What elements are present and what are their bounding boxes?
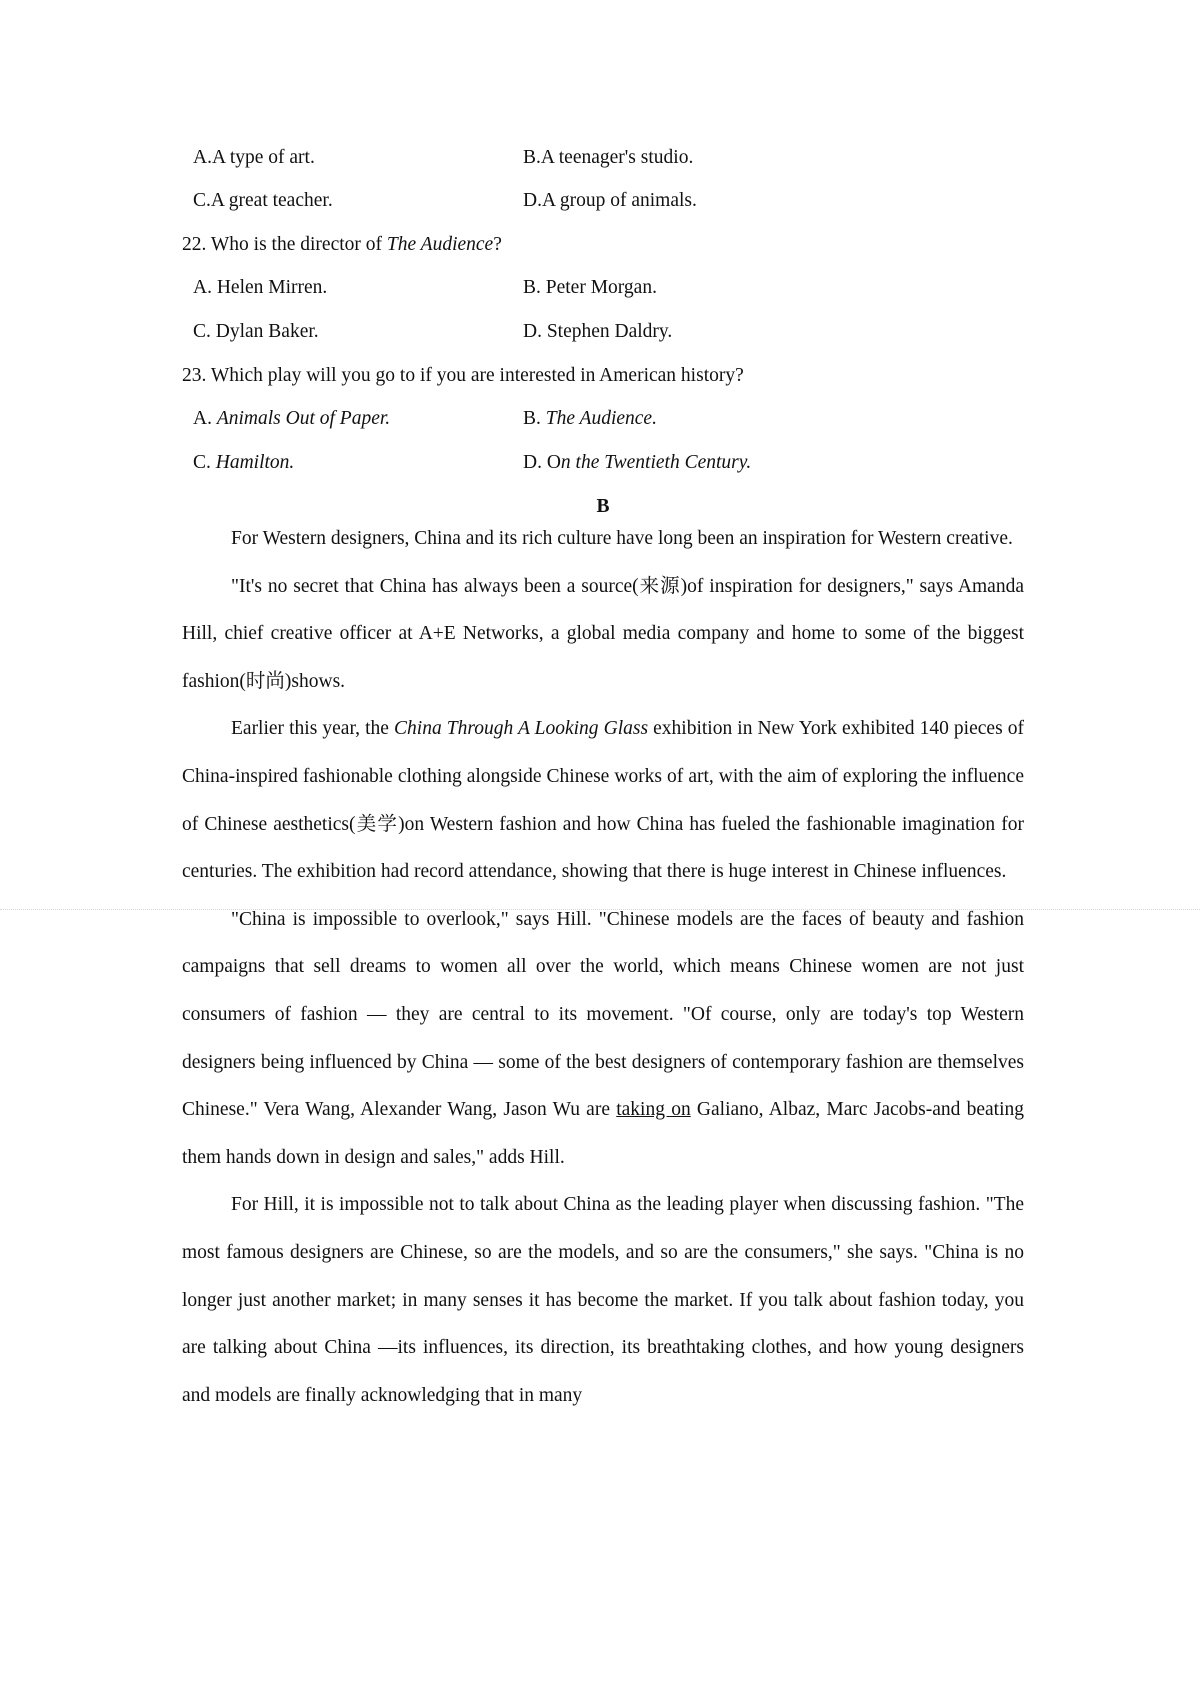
q23-option-a-letter: A. <box>193 408 217 429</box>
q23-option-c-letter: C. <box>193 452 216 473</box>
q23-option-a <box>193 407 390 431</box>
passage-p3-after: exhibition in New York exhibited 140 pieces of China-inspired fashionable clothing alongside Chinese works of art, with the aim of exploring the influence of Chinese aesthetics(美学)on Western fashion and how China has fueled the fashionable imagination for centuries. The exhibition had record attendance, showing that there is huge interest in Chinese influences. <box>182 718 1024 883</box>
q21-option-d: D.A group of animals. <box>523 190 697 211</box>
underlined-phrase: taking on <box>616 1099 691 1121</box>
page-divider <box>0 909 1200 910</box>
q23-option-b-letter: B. <box>523 408 546 429</box>
q23-option-d-title: n the Twentieth Century. <box>560 452 752 473</box>
q22-option-a: A. Helen Mirren. <box>193 277 328 298</box>
q23-option-b <box>523 407 657 431</box>
q23-question: 23. Which play will you go to if you are interested in American history? <box>182 365 744 386</box>
q22-option-b: B. Peter Morgan. <box>523 277 657 298</box>
q21-option-c: C.A great teacher. <box>193 190 333 211</box>
passage-paragraph-5: For Hill, it is impossible not to talk about China as the leading player when discussing fashion. "The most famous designers are Chinese, so are the models, and so are the consumers," she says. "China is no longer just another market; in many senses it has become the market. If you talk about fashion today, you are talking about China —its influences, its direction, its breathtaking clothes, and how young designers and models are finally acknowledging that in many <box>182 1194 1024 1406</box>
q23-option-b-title: The Audience. <box>545 408 657 429</box>
section-b-heading: B <box>596 496 610 517</box>
q23-option-a-title: Animals Out of Paper. <box>216 408 391 429</box>
passage-p4-before: "China is impossible to overlook," says Hill. "Chinese models are the faces of beauty and fashion campaigns that sell dreams to women all over the world, which means Chinese women are not just consumers of fashion — they are central to its movement. "Of course, only are today's top Western designers being influenced by China — some of the best designers of contemporary fashion are themselves Chinese." Vera Wang, Alexander Wang, Jason Wu are <box>182 908 1024 1121</box>
passage-paragraph-2: "It's no secret that China has always been a source(来源)of inspiration for designers," says Amanda Hill, chief creative officer at A+E Networks, a global media company and home to some of the biggest fashion(时尚)shows. <box>182 575 1024 692</box>
q21-option-a: A.A type of art. <box>193 147 315 168</box>
q22-question-title: The Audience <box>386 234 494 255</box>
q22-option-c: C. Dylan Baker. <box>193 321 319 342</box>
q22-question-suffix: ? <box>493 234 502 255</box>
q23-option-c <box>193 451 294 475</box>
passage-paragraph-4 <box>182 896 1024 1182</box>
q23-option-d <box>523 451 751 475</box>
exhibition-title: China Through A Looking Glass <box>394 718 649 740</box>
passage-b <box>182 515 1024 1419</box>
passage-paragraph-1: For Western designers, China and its rich culture have long been an inspiration for Western creative. <box>231 528 1013 549</box>
q22-option-d: D. Stephen Daldry. <box>523 321 673 342</box>
passage-paragraph-3 <box>182 705 1024 895</box>
q22-question-prefix: 22. Who is the director of <box>182 234 387 255</box>
q22-question <box>182 233 502 257</box>
passage-p3-before: Earlier this year, the <box>231 718 395 740</box>
passage-p4-after: Galiano, Albaz, Marc Jacobs-and beating them hands down in design and sales," adds Hill. <box>182 1099 1024 1168</box>
q23-option-c-title: Hamilton. <box>215 452 295 473</box>
q23-option-d-letter: D. O <box>523 452 561 473</box>
q21-option-b: B.A teenager's studio. <box>523 147 694 168</box>
